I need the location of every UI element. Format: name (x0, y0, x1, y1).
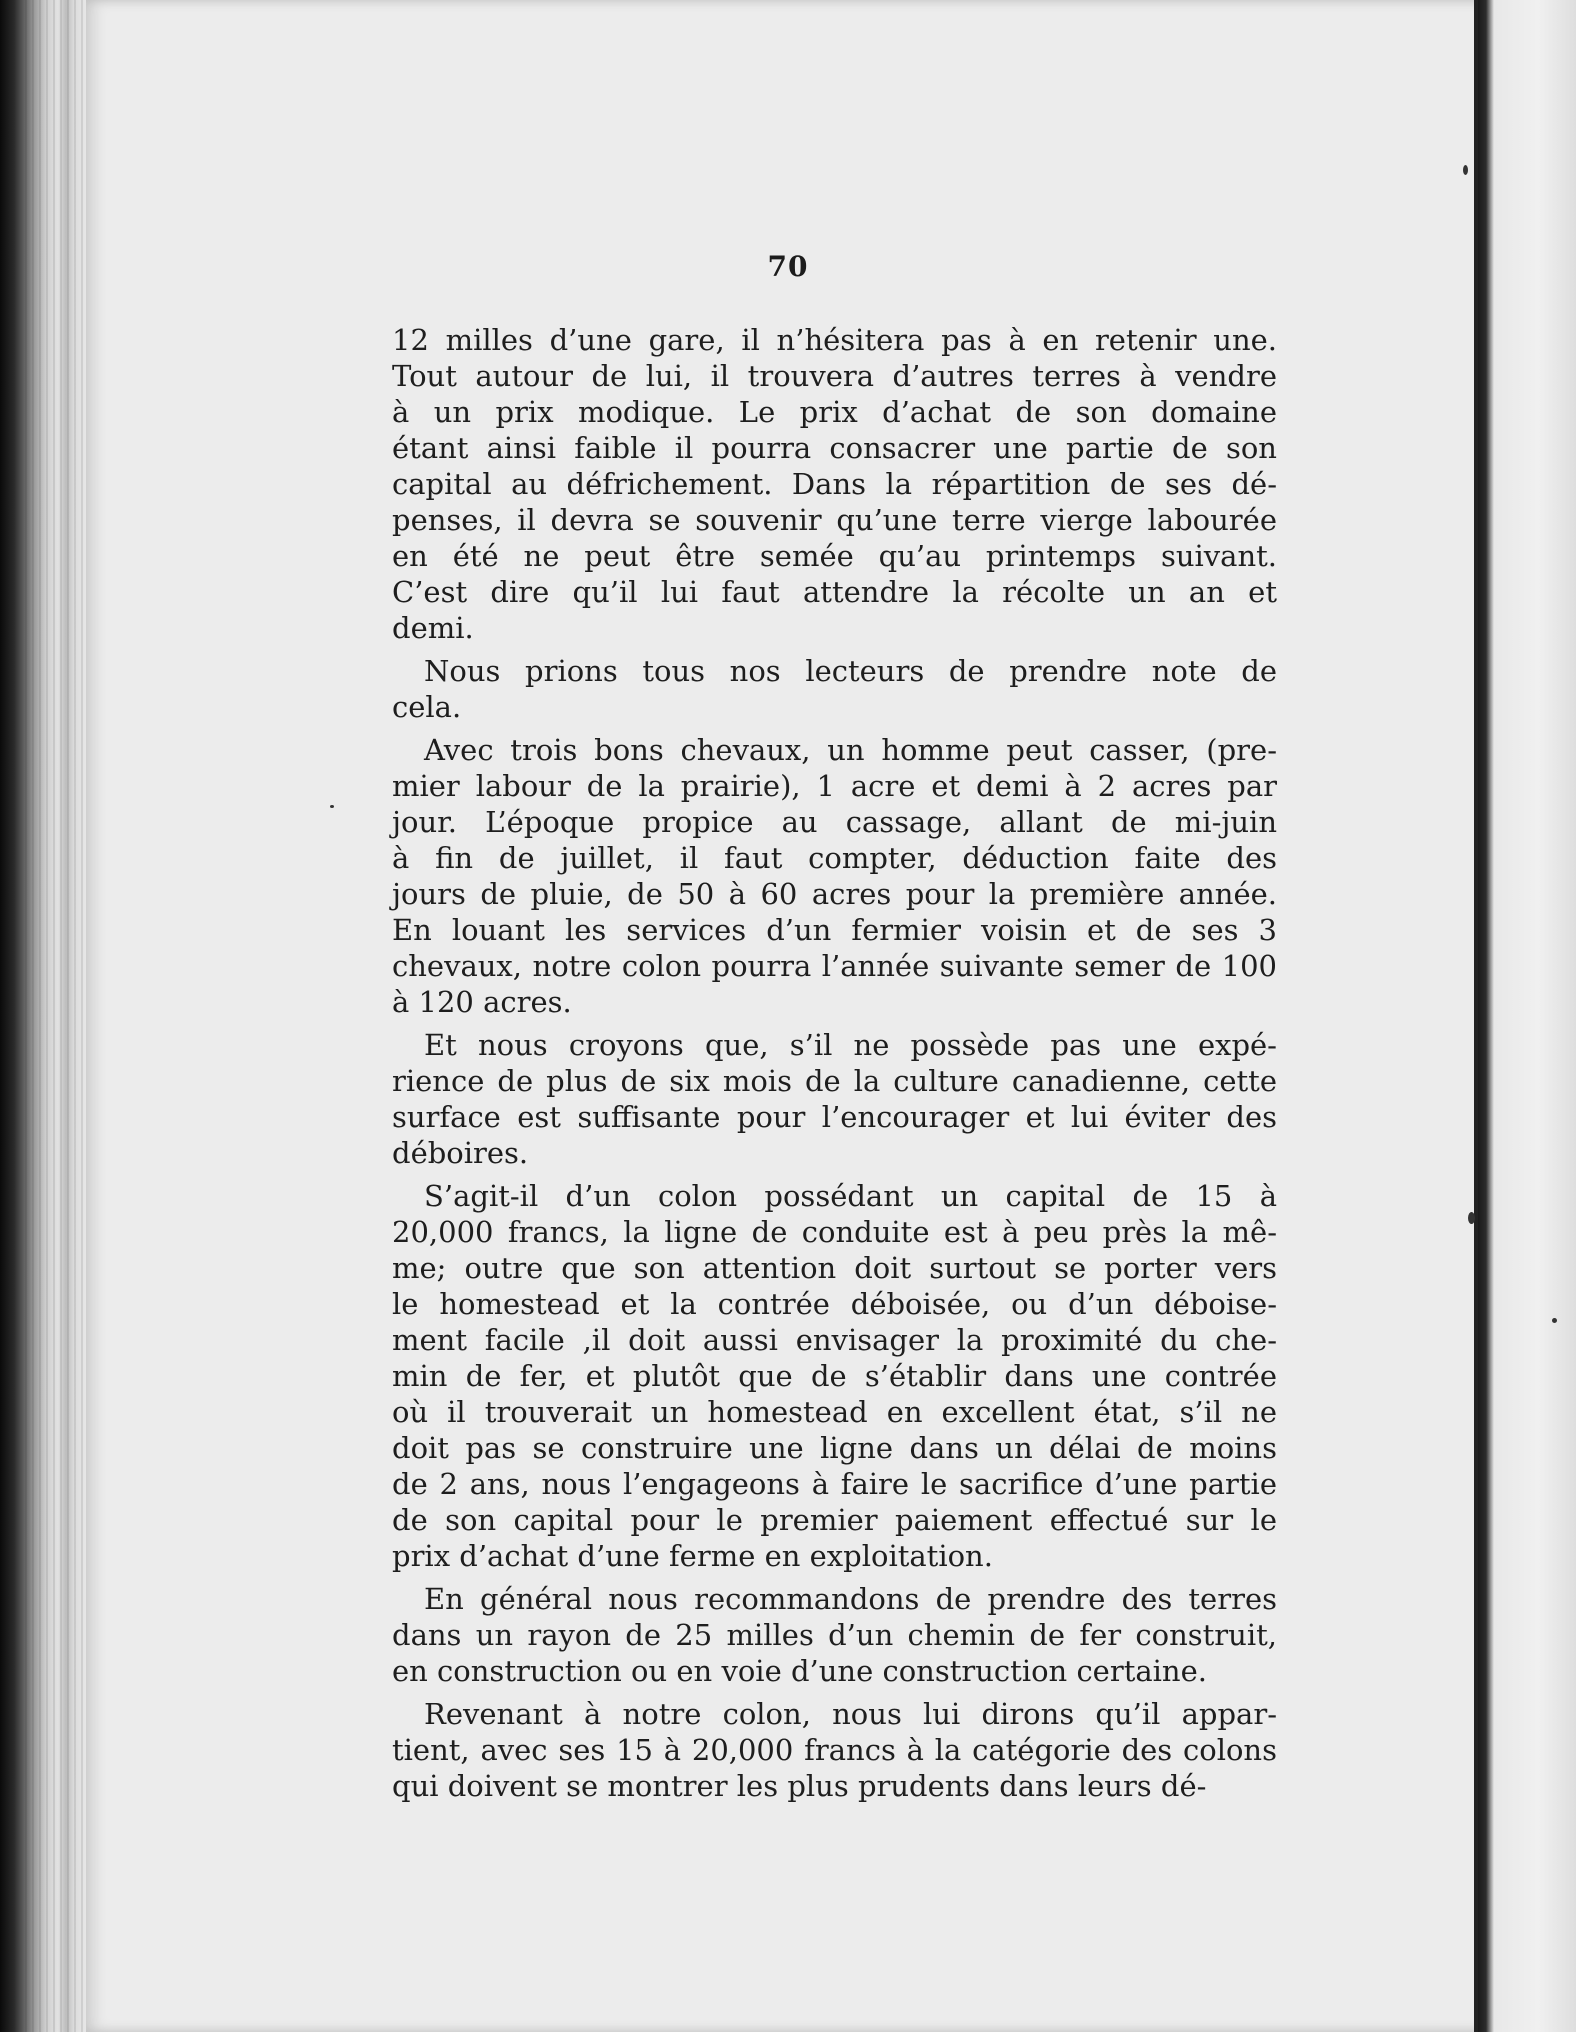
text-line: C’est dire qu’il lui faut attendre la récolte un an et (392, 575, 1277, 609)
paragraph-gap (392, 1689, 1277, 1696)
text-line: Tout autour de lui, il trouvera d’autres terres à vendre (392, 359, 1277, 393)
stacked-page-edges (20, 0, 90, 2032)
text-line: de 2 ans, nous l’engageons à faire le sacrifice d’une partie (392, 1467, 1277, 1501)
text-line: à 120 acres. (392, 985, 572, 1019)
paragraph (392, 322, 1277, 646)
body-text (392, 322, 1277, 1804)
text-line: en construction ou en voie d’une construction certaine. (392, 1654, 1207, 1688)
scan-speck (330, 805, 334, 808)
text-line: me; outre que son attention doit surtout se porter vers (392, 1251, 1277, 1285)
paragraph (392, 1696, 1277, 1804)
text-line: Avec trois bons chevaux, un homme peut casser, (pre- (424, 733, 1277, 767)
text-line: de son capital pour le premier paiement effectué sur le (392, 1503, 1277, 1537)
paragraph (392, 732, 1277, 1020)
text-line: penses, il devra se souvenir qu’une terre vierge labourée (392, 503, 1277, 537)
paragraph-gap (392, 1171, 1277, 1178)
facing-page-edge (1478, 0, 1576, 2032)
text-line: à fin de juillet, il faut compter, déduction faite des (392, 841, 1277, 875)
text-line: 20,000 francs, la ligne de conduite est à peu près la mê- (392, 1215, 1277, 1249)
text-line: En général nous recommandons de prendre des terres (424, 1582, 1277, 1616)
text-line: prix d’achat d’une ferme en exploitation. (392, 1539, 993, 1573)
text-line: le homestead et la contrée déboisée, ou d’un déboise- (392, 1287, 1277, 1321)
paragraph-gap (392, 1574, 1277, 1581)
scan-speck (1463, 165, 1468, 175)
text-line: tient, avec ses 15 à 20,000 francs à la catégorie des colons (392, 1733, 1277, 1767)
text-line: En louant les services d’un fermier voisin et de ses 3 (392, 913, 1277, 947)
text-line: mier labour de la prairie), 1 acre et demi à 2 acres par (392, 769, 1277, 803)
text-line: capital au défrichement. Dans la répartition de ses dé- (392, 467, 1277, 501)
paragraph (392, 1581, 1277, 1689)
text-line: S’agit-il d’un colon possédant un capital de 15 à (424, 1179, 1277, 1213)
text-line: surface est suffisante pour l’encourager et lui éviter des (392, 1100, 1277, 1134)
text-line: 12 milles d’une gare, il n’hésitera pas à en retenir une. (392, 323, 1277, 357)
text-line: où il trouverait un homestead en excellent état, s’il ne (392, 1395, 1277, 1429)
text-line: Revenant à notre colon, nous lui dirons qu’il appar- (424, 1697, 1277, 1731)
text-line: dans un rayon de 25 milles d’un chemin de fer construit, (392, 1618, 1277, 1652)
paragraph-gap (392, 646, 1277, 653)
text-line: min de fer, et plutôt que de s’établir dans une contrée (392, 1359, 1277, 1393)
text-line: Nous prions tous nos lecteurs de prendre note de (424, 654, 1277, 688)
text-line: chevaux, notre colon pourra l’année suivante semer de 100 (392, 949, 1277, 983)
text-line: jour. L’époque propice au cassage, allant de mi-juin (392, 805, 1277, 839)
scan-speck (1552, 1318, 1557, 1323)
text-line: rience de plus de six mois de la culture canadienne, cette (392, 1064, 1277, 1098)
text-line: déboires. (392, 1136, 529, 1170)
text-line: demi. (392, 611, 474, 645)
text-line: à un prix modique. Le prix d’achat de son domaine (392, 395, 1277, 429)
paragraph (392, 1027, 1277, 1171)
paragraph-gap (392, 1020, 1277, 1027)
text-line: jours de pluie, de 50 à 60 acres pour la première année. (392, 877, 1277, 911)
text-line: qui doivent se montrer les plus prudents dans leurs dé- (392, 1769, 1207, 1803)
paragraph-gap (392, 725, 1277, 732)
text-line: ment facile ,il doit aussi envisager la proximité du che- (392, 1323, 1277, 1357)
paragraph (392, 1178, 1277, 1574)
text-line: étant ainsi faible il pourra consacrer une partie de son (392, 431, 1277, 465)
text-line: en été ne peut être semée qu’au printemps suivant. (392, 539, 1277, 573)
text-line: Et nous croyons que, s’il ne possède pas une expé- (424, 1028, 1277, 1062)
paragraph (392, 653, 1277, 725)
text-line: doit pas se construire une ligne dans un délai de moins (392, 1431, 1277, 1465)
page-number: 70 (767, 250, 809, 283)
text-line: cela. (392, 690, 462, 724)
scan-speck (1468, 1212, 1475, 1224)
